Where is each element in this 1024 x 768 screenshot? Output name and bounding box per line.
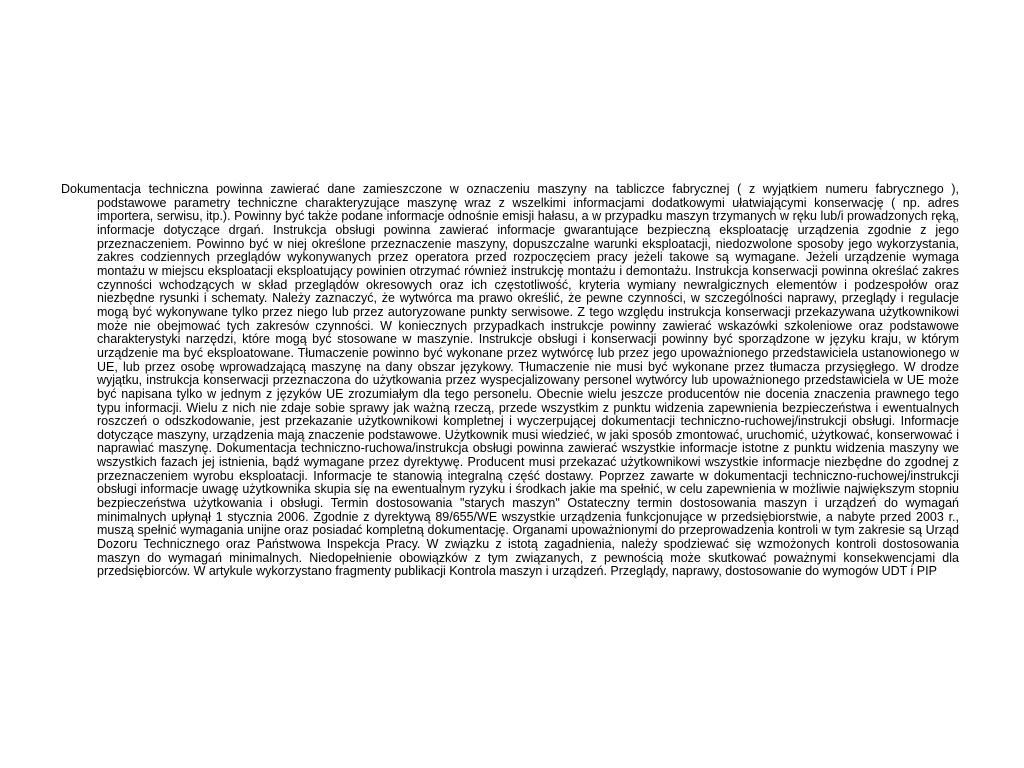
- body-paragraph: Dokumentacja techniczna powinna zawierać dane zamieszczone w oznaczeniu maszyny na tabliczce fabrycznej ( z wyjątkiem numeru fabrycznego ), podstawowe parametry techniczne charakteryzujące maszynę wraz z wszelkimi informacjami dodatkowymi ułatwiającymi konserwację ( np. adres importera, serwisu, itp.). Powinny być także podane informacje odnośnie emisji hałasu, a w przypadku maszyn trzymanych w ręku lub/i prowadzonych ręką, informacje dotyczące drgań. Instrukcja obsługi powinna zawierać informacje gwarantujące bezpieczną eksploatację urządzenia zgodnie z jego przeznaczeniem. Powinno być w niej określone przeznaczenie maszyny, dopuszczalne warunki eksploatacji, niedozwolone sposoby jego wykorzystania, zakres codziennych przeglądów wykonywanych przez operatora przed rozpoczęciem pracy jeżeli takowe są wymagane. Jeżeli urządzenie wymaga montażu w miejscu eksploatacji eksploatujący powinien otrzymać również instrukcję montażu i demontażu. Instrukcja konserwacji powinna określać zakres czynności wchodzących w skład przeglądów okresowych oraz ich częstotliwość, kryteria wymiany newralgicznych elementów i podzespołów oraz niezbędne rysunki i schematy. Należy zaznaczyć, że wytwórca ma prawo określić, że pewne czynności, w szczególności naprawy, przeglądy i regulacje mogą być wykonywane tylko przez niego lub przez autoryzowane punkty serwisowe. Z tego względu instrukcja konserwacji przekazywana użytkownikowi może nie obejmować tych zakresów czynności. W koniecznych przypadkach instrukcje powinny zawierać wskazówki szkoleniowe oraz podstawowe charakterystyki narzędzi, które mogą być stosowane w maszynie. Instrukcje obsługi i konserwacji powinny być sporządzone w języku kraju, w którym urządzenie ma być eksploatowane. Tłumaczenie powinno być wykonane przez wytwórcę lub przez jego upoważnionego przedstawiciela ustanowionego w UE, lub przez osobę wprowadzającą maszynę na dany obszar językowy. Tłumaczenie nie musi być wykonane przez tłumacza przysięgłego. W drodze wyjątku, instrukcja konserwacji przeznaczona do użytkowania przez wyspecjalizowany personel wytwórcy lub upoważnionego przedstawiciela w UE może być napisana tylko w jednym z języków UE zrozumiałym dla tego personelu. Obecnie wielu jeszcze producentów nie docenia znaczenia prawnego tego typu informacji. Wielu z nich nie zdaje sobie sprawy jak ważną rzeczą, przede wszystkim z punktu widzenia zapewnienia bezpieczeństwa i ewentualnych roszczeń o odszkodowanie, jest przekazanie użytkownikowi kompletnej i wyczerpującej dokumentacji techniczno-ruchowej/instrukcji obsługi. Informacje dotyczące maszyny, urządzenia mają znaczenie podstawowe. Użytkownik musi wiedzieć, w jaki sposób zmontować, uruchomić, użytkować, konserwować i naprawiać maszynę. Dokumentacja techniczno-ruchowa/instrukcja obsługi powinna zawierać wszystkie informacje istotne z punktu widzenia maszyny we wszystkich fazach jej istnienia, bądź wymagane przez dyrektywę. Producent musi przekazać użytkownikowi wszystkie informacje niezbędne do zgodnej z przeznaczeniem wyrobu eksploatacji. Informacje te stanowią integralną część dostawy. Poprzez zawarte w dokumentacji techniczno-ruchowej/instrukcji obsługi informacje uwagę użytkownika skupia się na ewentualnym ryzyku i środkach jakie ma spełnić, w celu zapewnienia w możliwie największym stopniu bezpieczeństwa użytkowania i obsługi. Termin dostosowania "starych maszyn" Ostateczny termin dostosowania maszyn i urządzeń do wymagań minimalnych upłynął 1 stycznia 2006. Zgodnie z dyrektywą 89/655/WE wszystkie urządzenia funkcjonujące w przedsiębiorstwie, a nabyte przed 2003 r., muszą spełnić wymagania unijne oraz posiadać kompletną dokumentację. Organami upoważnionymi do przeprowadzenia kontroli w tym zakresie są Urząd Dozoru Technicznego oraz Państwowa Inspekcja Pracy. W związku z istotą zagadnienia, należy spodziewać się wzmożonych kontroli dostosowania maszyn do wymagań minimalnych. Niedopełnienie obowiązków z tym związanych, z pewnością może skutkować poważnymi konsekwencjami dla przedsiębiorców. W artykule wykorzystano fragmenty publikacji Kontrola maszyn i urządzeń. Przeglądy, naprawy, dostosowanie do wymogów UDT i PIP: [61, 182, 959, 579]
